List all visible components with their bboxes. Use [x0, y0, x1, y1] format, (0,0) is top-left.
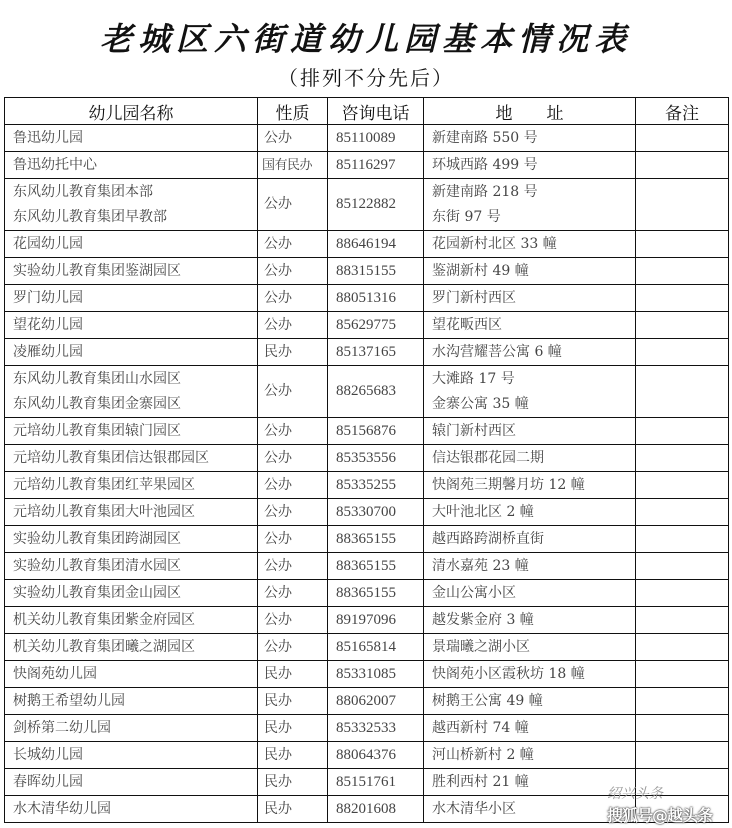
cell-address: [424, 499, 636, 526]
cell-name: [5, 580, 258, 607]
cell-phone: 89197096: [328, 607, 424, 634]
cell-name: [5, 258, 258, 285]
cell-notes: [636, 634, 729, 661]
cell-phone: 88365155: [328, 553, 424, 580]
kindergarten-name: 实验幼儿教育集团清水园区: [13, 557, 181, 574]
cell-type: 公办: [258, 366, 328, 418]
cell-phone: 85353556: [328, 445, 424, 472]
address-line: 罗门新村西区: [432, 289, 516, 306]
cell-notes: [636, 231, 729, 258]
cell-phone: 85330700: [328, 499, 424, 526]
kindergarten-name: 元培幼儿教育集团红苹果园区: [13, 476, 195, 493]
cell-phone: 88201608: [328, 796, 424, 823]
address-line: 胜利西村 21 幢: [432, 773, 529, 790]
address-line: 大叶池北区 2 幢: [432, 503, 534, 520]
cell-type: 民办: [258, 742, 328, 769]
cell-phone: 85331085: [328, 661, 424, 688]
table-row: [5, 445, 729, 472]
cell-notes: [636, 499, 729, 526]
table-row: [5, 179, 729, 231]
address-line: 鉴湖新村 49 幢: [432, 262, 529, 279]
table-row: [5, 418, 729, 445]
cell-name: [5, 715, 258, 742]
cell-notes: [636, 607, 729, 634]
cell-notes: [636, 526, 729, 553]
table-row: [5, 580, 729, 607]
cell-phone: 88365155: [328, 580, 424, 607]
cell-name: [5, 285, 258, 312]
address-line: 景瑞曦之湖小区: [432, 638, 530, 655]
document-subtitle: （排列不分先后）: [278, 66, 454, 90]
watermark-source: 绍兴头条: [607, 786, 663, 802]
cell-address: [424, 769, 636, 796]
cell-notes: [636, 742, 729, 769]
cell-notes: [636, 339, 729, 366]
cell-phone: 85151761: [328, 769, 424, 796]
address-line: 快阁苑小区霞秋坊 18 幢: [432, 665, 585, 682]
kindergarten-name: 春晖幼儿园: [13, 773, 83, 790]
cell-name: [5, 688, 258, 715]
cell-address: [424, 339, 636, 366]
kindergarten-name: 机关幼儿教育集团紫金府园区: [13, 611, 195, 628]
table-header-row: [5, 98, 729, 125]
cell-name: [5, 445, 258, 472]
cell-name: [5, 125, 258, 152]
kindergarten-name: 水木清华幼儿园: [13, 800, 111, 817]
kindergarten-name: 快阁苑幼儿园: [13, 665, 97, 682]
cell-name: [5, 742, 258, 769]
watermark: [607, 783, 732, 823]
header-notes: 备注: [636, 98, 729, 125]
kindergarten-name: 树鹅王希望幼儿园: [13, 692, 125, 709]
cell-name: [5, 769, 258, 796]
address-line: 金山公寓小区: [432, 584, 516, 601]
table-row: [5, 312, 729, 339]
cell-type: 公办: [258, 418, 328, 445]
cell-phone: 88062007: [328, 688, 424, 715]
table-row: [5, 742, 729, 769]
table-row: [5, 231, 729, 258]
table-row: [5, 125, 729, 152]
cell-notes: [636, 125, 729, 152]
cell-address: [424, 661, 636, 688]
cell-notes: [636, 445, 729, 472]
kindergarten-name: 实验幼儿教育集团跨湖园区: [13, 530, 181, 547]
cell-phone: 88265683: [328, 366, 424, 418]
cell-type: 公办: [258, 526, 328, 553]
header-address: 地 址: [424, 98, 636, 125]
cell-phone: 88365155: [328, 526, 424, 553]
cell-phone: 85165814: [328, 634, 424, 661]
kindergarten-name: 实验幼儿教育集团金山园区: [13, 584, 181, 601]
cell-notes: [636, 312, 729, 339]
kindergarten-name: 长城幼儿园: [13, 746, 83, 763]
kindergarten-name: 元培幼儿教育集团信达银郡园区: [13, 449, 209, 466]
table-row: [5, 634, 729, 661]
cell-name: [5, 339, 258, 366]
cell-type: 公办: [258, 634, 328, 661]
cell-type: 公办: [258, 445, 328, 472]
address-line: 水木清华小区: [432, 800, 516, 817]
kindergarten-name: 东风幼儿教育集团本部: [13, 183, 153, 200]
kindergarten-name: 凌雁幼儿园: [13, 343, 83, 360]
cell-name: [5, 499, 258, 526]
kindergarten-table: [4, 97, 729, 823]
cell-type: 公办: [258, 231, 328, 258]
address-line: 越西路跨湖桥直街: [432, 530, 544, 547]
cell-address: [424, 580, 636, 607]
kindergarten-name: 元培幼儿教育集团辕门园区: [13, 422, 181, 439]
cell-address: [424, 418, 636, 445]
address-line: 环城西路 499 号: [432, 156, 538, 173]
cell-notes: [636, 179, 729, 231]
address-line: 水沟营耀菩公寓 6 幢: [432, 343, 562, 360]
cell-name: [5, 366, 258, 418]
cell-notes: [636, 715, 729, 742]
cell-type: 民办: [258, 339, 328, 366]
cell-type: 公办: [258, 499, 328, 526]
cell-type: 公办: [258, 125, 328, 152]
cell-address: [424, 258, 636, 285]
kindergarten-name: 机关幼儿教育集团曦之湖园区: [13, 638, 195, 655]
cell-notes: [636, 418, 729, 445]
cell-type: 公办: [258, 179, 328, 231]
table-row: [5, 152, 729, 179]
cell-address: [424, 796, 636, 823]
cell-type: 民办: [258, 715, 328, 742]
address-line: 越发紫金府 3 幢: [432, 611, 534, 628]
cell-address: [424, 285, 636, 312]
kindergarten-name: 罗门幼儿园: [13, 289, 83, 306]
cell-address: [424, 607, 636, 634]
table-row: [5, 661, 729, 688]
cell-name: [5, 231, 258, 258]
cell-notes: [636, 152, 729, 179]
cell-name: [5, 553, 258, 580]
address-line: 快阁苑三期馨月坊 12 幢: [432, 476, 585, 493]
table-row: [5, 553, 729, 580]
table-row: [5, 366, 729, 418]
kindergarten-name: 东风幼儿教育集团山水园区: [13, 370, 181, 387]
address-line: 河山桥新村 2 幢: [432, 746, 534, 763]
table-row: [5, 472, 729, 499]
cell-phone: 85122882: [328, 179, 424, 231]
header-name: 幼儿园名称: [5, 98, 258, 125]
cell-phone: 85156876: [328, 418, 424, 445]
cell-address: [424, 526, 636, 553]
cell-name: [5, 607, 258, 634]
cell-name: [5, 661, 258, 688]
cell-notes: [636, 258, 729, 285]
address-line: 辕门新村西区: [432, 422, 516, 439]
address-line: 金寨公寓 35 幢: [432, 395, 529, 412]
cell-phone: 88646194: [328, 231, 424, 258]
address-line: 新建南路 550 号: [432, 129, 538, 146]
cell-name: [5, 312, 258, 339]
cell-type: 民办: [258, 688, 328, 715]
cell-phone: 85116297: [328, 152, 424, 179]
cell-phone: 85137165: [328, 339, 424, 366]
cell-notes: [636, 688, 729, 715]
table-row: [5, 715, 729, 742]
kindergarten-name: 望花幼儿园: [13, 316, 83, 333]
document-title: 老城区六街道幼儿园基本情况表: [99, 20, 632, 58]
cell-notes: [636, 580, 729, 607]
address-line: 新建南路 218 号: [432, 183, 538, 200]
kindergarten-name: 实验幼儿教育集团鉴湖园区: [13, 262, 181, 279]
cell-type: 公办: [258, 607, 328, 634]
cell-address: [424, 472, 636, 499]
cell-type: 公办: [258, 285, 328, 312]
cell-address: [424, 152, 636, 179]
cell-address: [424, 179, 636, 231]
kindergarten-name: 剑桥第二幼儿园: [13, 719, 111, 736]
cell-address: [424, 125, 636, 152]
cell-address: [424, 634, 636, 661]
kindergarten-name: 东风幼儿教育集团早教部: [13, 208, 167, 225]
kindergarten-name: 鲁迅幼托中心: [13, 156, 97, 173]
cell-phone: 88064376: [328, 742, 424, 769]
cell-name: [5, 418, 258, 445]
cell-type: 民办: [258, 769, 328, 796]
table-row: [5, 285, 729, 312]
cell-phone: 85332533: [328, 715, 424, 742]
cell-phone: 88051316: [328, 285, 424, 312]
address-line: 花园新村北区 33 幢: [432, 235, 557, 252]
address-line: 大滩路 17 号: [432, 370, 515, 387]
cell-name: [5, 472, 258, 499]
cell-phone: 85629775: [328, 312, 424, 339]
address-line: 信达银郡花园二期: [432, 449, 544, 466]
address-line: 树鹅王公寓 49 幢: [432, 692, 543, 709]
watermark-account: 搜狐号@越头条: [607, 806, 713, 825]
cell-phone: 88315155: [328, 258, 424, 285]
kindergarten-name: 东风幼儿教育集团金寨园区: [13, 395, 181, 412]
header-type: 性质: [258, 98, 328, 125]
address-line: 望花畈西区: [432, 316, 502, 333]
cell-notes: [636, 661, 729, 688]
cell-address: [424, 445, 636, 472]
cell-type: 公办: [258, 553, 328, 580]
cell-address: [424, 688, 636, 715]
cell-name: [5, 152, 258, 179]
cell-type: 公办: [258, 258, 328, 285]
cell-notes: [636, 553, 729, 580]
kindergarten-name: 花园幼儿园: [13, 235, 83, 252]
cell-address: [424, 312, 636, 339]
cell-type: 公办: [258, 580, 328, 607]
table-row: [5, 499, 729, 526]
cell-address: [424, 715, 636, 742]
kindergarten-name: 鲁迅幼儿园: [13, 129, 83, 146]
cell-notes: [636, 472, 729, 499]
cell-type: 公办: [258, 472, 328, 499]
cell-name: [5, 634, 258, 661]
cell-type: 公办: [258, 312, 328, 339]
cell-address: [424, 742, 636, 769]
cell-type: 民办: [258, 661, 328, 688]
cell-name: [5, 526, 258, 553]
header-phone: 咨询电话: [328, 98, 424, 125]
address-line: 东街 97 号: [432, 208, 501, 225]
table-row: [5, 526, 729, 553]
table-row: [5, 688, 729, 715]
cell-type: 国有民办: [258, 152, 328, 179]
cell-phone: 85335255: [328, 472, 424, 499]
table-row: [5, 607, 729, 634]
cell-type: 民办: [258, 796, 328, 823]
table-row: [5, 258, 729, 285]
cell-address: [424, 366, 636, 418]
cell-address: [424, 553, 636, 580]
cell-name: [5, 179, 258, 231]
cell-phone: 85110089: [328, 125, 424, 152]
table-row: [5, 339, 729, 366]
cell-notes: [636, 285, 729, 312]
address-line: 清水嘉苑 23 幢: [432, 557, 529, 574]
cell-notes: [636, 366, 729, 418]
cell-address: [424, 231, 636, 258]
kindergarten-name: 元培幼儿教育集团大叶池园区: [13, 503, 195, 520]
cell-name: [5, 796, 258, 823]
address-line: 越西新村 74 幢: [432, 719, 529, 736]
